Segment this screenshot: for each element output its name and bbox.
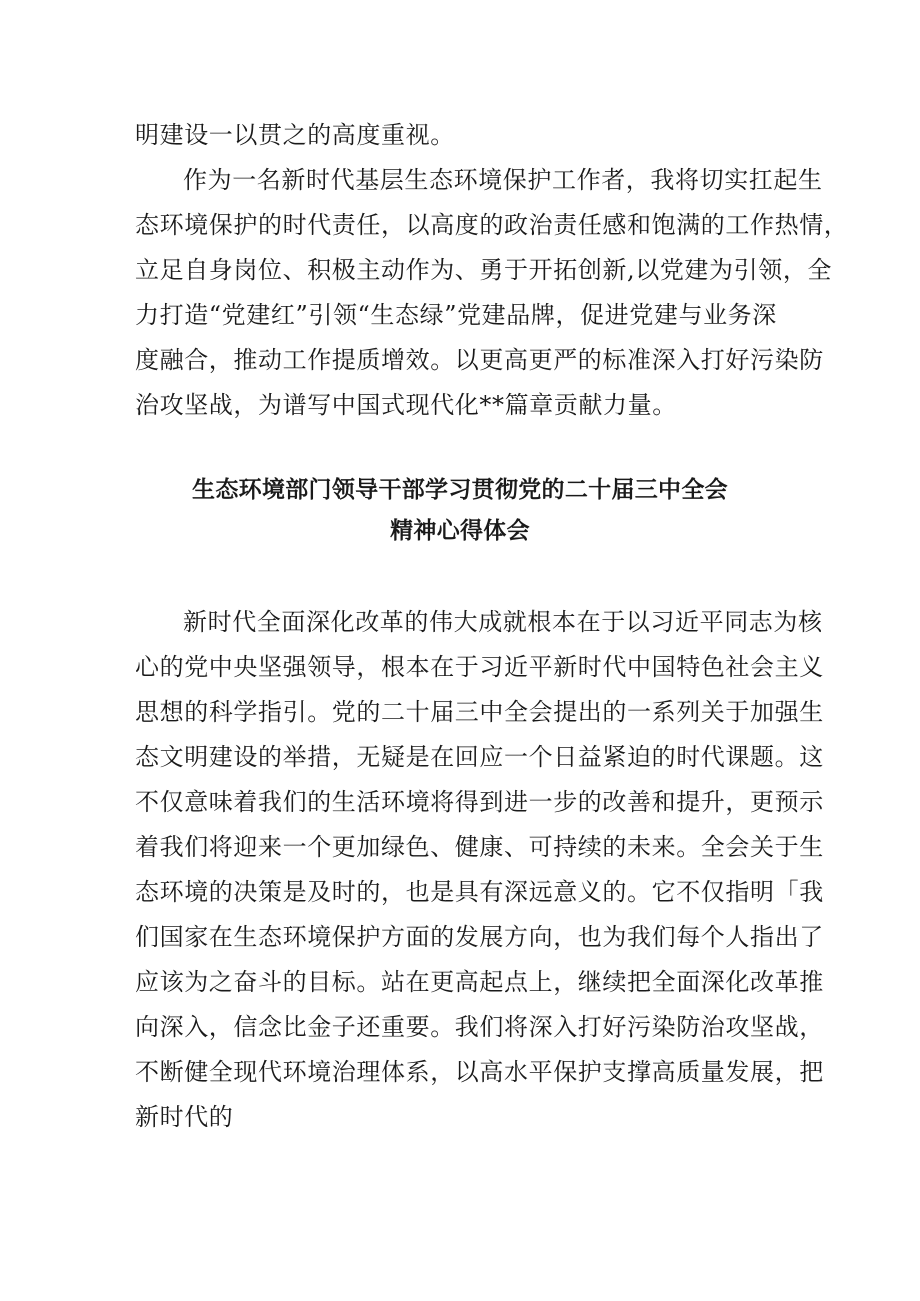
paragraph-line: 态文明建设的举措，无疑是在回应一个日益紧迫的时代课题。这	[135, 743, 824, 771]
paragraph-line: 着我们将迎来一个更加绿色、健康、可持续的未来。全会关于生	[135, 833, 824, 861]
paragraph-line: 们国家在生态环境保护方面的发展方向，也为我们每个人指出了	[135, 923, 824, 951]
paragraph-line: 明建设一以贯之的高度重视。	[135, 121, 455, 149]
paragraph-line: 向深入，信念比金子还重要。我们将深入打好污染防治攻坚战，	[135, 1013, 824, 1041]
paragraph-line: 度融合，推动工作提质增效。以更高更严的标准深入打好污染防	[135, 346, 824, 374]
paragraph-line: 不断健全现代环境治理体系，以高水平保护支撑高质量发展，把	[135, 1058, 824, 1086]
paragraph-line: 新时代的	[135, 1103, 234, 1131]
paragraph-line: 不仅意味着我们的生活环境将得到进一步的改善和提升，更预示	[135, 788, 824, 816]
paragraph-line: 态环境保护的时代责任，以高度的政治责任感和饱满的工作热情，	[135, 211, 849, 239]
paragraph-line: 治攻坚战，为谱写中国式现代化**篇章贡献力量。	[135, 391, 677, 419]
article-title-line-2: 精神心得体会	[390, 518, 530, 544]
paragraph-line: 思想的科学指引。党的二十届三中全会提出的一系列关于加强生	[135, 698, 824, 726]
paragraph-line: 立足自身岗位、积极主动作为、勇于开拓创新,以党建为引领，全	[135, 256, 833, 284]
article-title-line-1: 生态环境部门领导干部学习贯彻党的二十届三中全会	[192, 477, 728, 503]
paragraph-line: 应该为之奋斗的目标。站在更高起点上，继续把全面深化改革推	[135, 968, 824, 996]
paragraph-line: 新时代全面深化改革的伟大成就根本在于以习近平同志为核	[183, 608, 823, 636]
paragraph-line: 作为一名新时代基层生态环境保护工作者，我将切实扛起生	[183, 166, 823, 194]
paragraph-line: 心的党中央坚强领导，根本在于习近平新时代中国特色社会主义	[135, 653, 824, 681]
paragraph-line: 态环境的决策是及时的，也是具有深远意义的。它不仅指明「我	[135, 878, 824, 906]
paragraph-line: 力打造“党建红”引领“生态绿”党建品牌，促进党建与业务深	[135, 301, 777, 329]
